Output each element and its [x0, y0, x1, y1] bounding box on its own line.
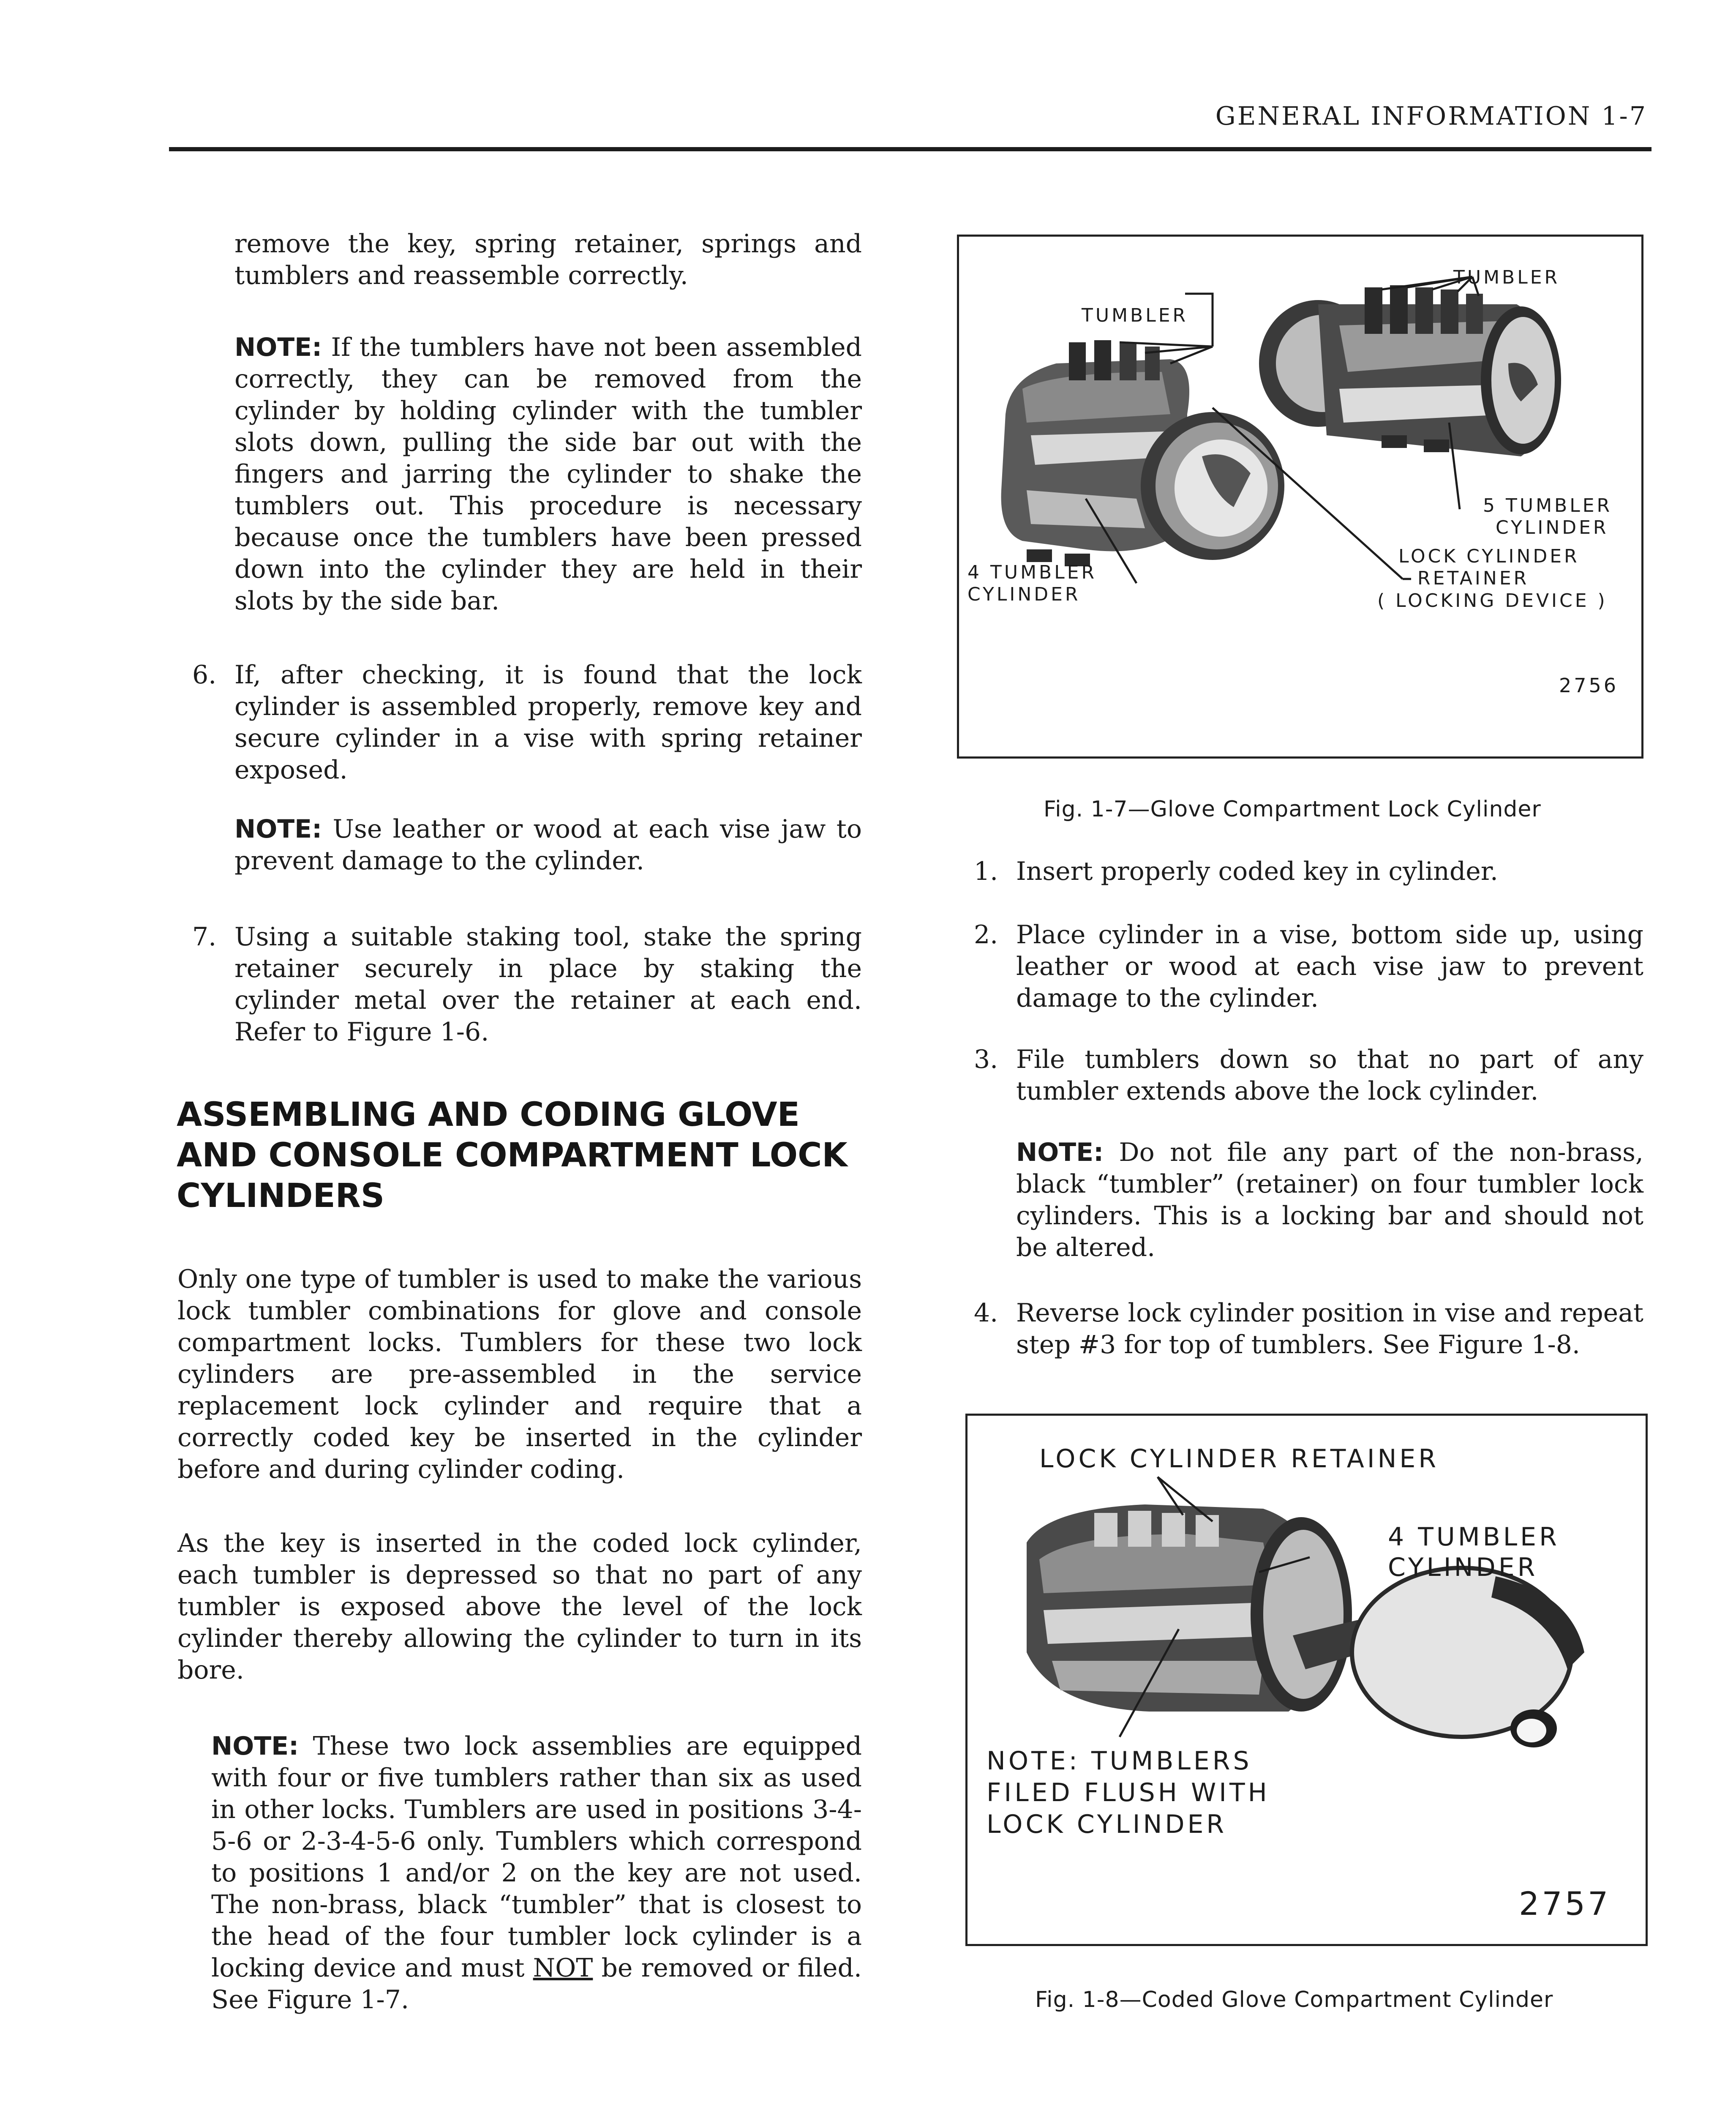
callout-four-tumbler-cylinder: CYLINDER [1388, 1553, 1538, 1582]
callout-retainer: RETAINER [1417, 568, 1529, 589]
note-label: NOTE: [211, 1731, 299, 1761]
step-6-text: If, after checking, it is found that the lock cylinder is assembled properly, remove key and secure cylinder in a vise with spring retainer exposed. [234, 660, 862, 785]
paragraph-intro: remove the key, spring retainer, springs and tumblers and reassemble correctly. [234, 229, 862, 290]
note-text: Use leather or wood at each vise jaw to prevent damage to the cylinder. [234, 814, 862, 876]
coded-cylinder-image [1027, 1504, 1352, 1712]
step-number: 6. [192, 660, 217, 690]
figure-number: 2757 [1519, 1885, 1611, 1922]
step-1-text: Insert properly coded key in cylinder. [1016, 857, 1498, 886]
step-number: 1. [974, 857, 998, 886]
callout-four-tumbler: 4 TUMBLER [967, 562, 1097, 583]
note-text: These two lock assemblies are equipped with four or five tumblers rather than six as used in other locks. Tumblers are used in positions 3-4-5-6 or 2-3-4-5-6 only. Tumblers which correspond to positions 1 and/or 2 on the key are not used. The non-brass, black “tumbler” that is closest to the head of the four tumbler lock cylinder is a locking device and must [211, 1731, 862, 1983]
step-number: 2. [974, 920, 998, 950]
figure-1-7-caption: Fig. 1-7—Glove Compartment Lock Cylinder [1044, 797, 1541, 822]
step-4-text: Reverse lock cylinder position in vise and repeat step #3 for top of tumblers. See Figure 1-8. [1016, 1298, 1643, 1360]
note-label: NOTE: [1016, 1138, 1104, 1167]
step-number: 4. [974, 1298, 998, 1328]
note-label: NOTE: [234, 814, 322, 844]
callout-note-lock-cylinder: LOCK CYLINDER [987, 1810, 1227, 1839]
step-number: 3. [974, 1045, 998, 1074]
four-tumbler-cylinder-image [1001, 340, 1284, 566]
callout-tumbler-left: TUMBLER [1082, 305, 1188, 326]
callout-four-tumbler: 4 TUMBLER [1388, 1522, 1560, 1552]
step-number: 7. [192, 922, 217, 952]
note-text: Do not file any part of the non-brass, black “tumbler” (retainer) on four tumbler lock cylinders. This is a locking bar and should not be altered. [1016, 1138, 1643, 1262]
header-rule [169, 147, 1652, 151]
callout-note-filed-flush: FILED FLUSH WITH [987, 1778, 1270, 1807]
callout-tumbler-top: TUMBLER [1453, 267, 1560, 288]
callout-lock-cylinder-retainer: LOCK CYLINDER RETAINER [1039, 1444, 1439, 1474]
note-tumbler-positions [211, 1731, 862, 2016]
coded-cylinder-illustration [967, 1416, 1646, 1944]
callout-five-tumbler-cylinder: CYLINDER [1496, 517, 1609, 538]
figure-1-8-frame [965, 1414, 1648, 1946]
step-2-text: Place cylinder in a vise, bottom side up, using leather or wood at each vise jaw to prevent damage to the cylinder. [1016, 920, 1643, 1013]
callout-lock-cylinder-retainer: LOCK CYLINDER [1398, 546, 1580, 567]
figure-1-8-caption: Fig. 1-8—Coded Glove Compartment Cylinder [1035, 1987, 1553, 2012]
note-non-brass-retainer [1016, 1137, 1643, 1264]
step-7-text: Using a suitable staking tool, stake the spring retainer securely in place by staking the cylinder metal over the retainer at each end. Refer to Figure 1-6. [234, 922, 862, 1047]
callout-four-tumbler-cylinder: CYLINDER [967, 584, 1081, 605]
callout-five-tumbler: 5 TUMBLER [1483, 495, 1613, 516]
section-heading: ASSEMBLING AND CODING GLOVE AND CONSOLE COMPARTMENT LOCK CYLINDERS [177, 1096, 848, 1215]
note-vise-jaw [234, 814, 862, 877]
running-head: GENERAL INFORMATION 1-7 [1215, 101, 1647, 131]
figure-number: 2756 [1559, 674, 1619, 697]
step-3-text: File tumblers down so that no part of any tumbler extends above the lock cylinder. [1016, 1045, 1643, 1106]
note-text-end: be removed or filed. See Figure 1-7. [211, 1953, 862, 2015]
five-tumbler-cylinder-image [1259, 285, 1561, 456]
note-text: If the tumblers have not been assembled correctly, they can be removed from the cylinder by holding cylinder with the tumbler slots down, pulling the side bar out with the fingers and jarring the cylinder to shake the tumblers out. This procedure is necessary because once the tumblers have been pressed down into the cylinder they are held in their slots by the side bar. [234, 333, 862, 616]
callout-note-tumblers: NOTE: TUMBLERS [987, 1746, 1252, 1776]
note-label: NOTE: [234, 333, 322, 362]
note-tumbler-reassembly [234, 332, 862, 617]
paragraph-key-insertion: As the key is inserted in the coded lock cylinder, each tumbler is depressed so that no part of any tumbler is exposed above the level of the lock cylinder thereby allowing the cylinder to turn in its bore. [177, 1529, 862, 1685]
note-emphasis: NOT [533, 1953, 593, 1983]
callout-locking-device: ( LOCKING DEVICE ) [1377, 590, 1608, 612]
figure-1-7-frame [957, 235, 1643, 759]
paragraph-tumbler-type: Only one type of tumbler is used to make the various lock tumbler combinations for glove and console compartment locks. Tumblers for these two lock cylinders are pre-assembled in the service replacement lock cylinder and require that a correctly coded key be inserted in the cylinder before and during cylinder coding. [177, 1264, 862, 1484]
